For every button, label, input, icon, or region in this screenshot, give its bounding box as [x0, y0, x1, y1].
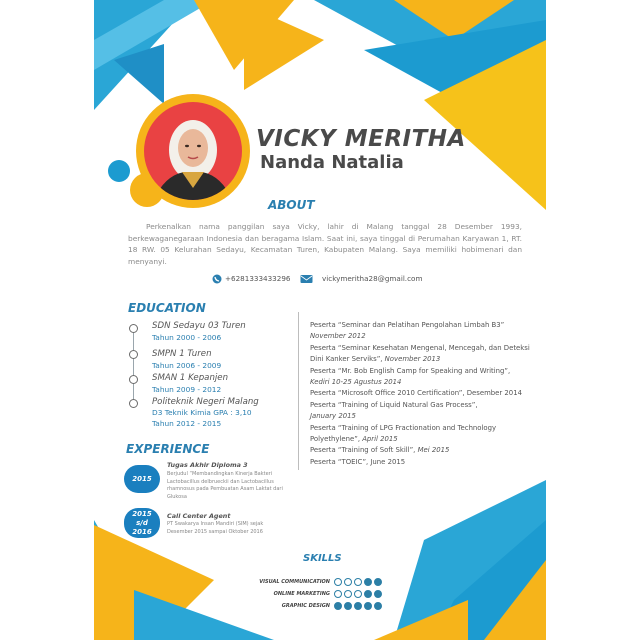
name-second: Nanda Natalia	[260, 152, 404, 173]
education-school: Politeknik Negeri Malang	[152, 397, 259, 407]
skill-dot	[344, 578, 352, 586]
training-item: Peserta “Mr. Bob English Camp for Speaking and Writing”, Kediri 10-25 Agustus 2014	[310, 366, 511, 387]
education-detail: D3 Teknik Kimia GPA : 3,10	[152, 408, 252, 417]
education-years: Tahun 2012 - 2015	[152, 419, 222, 428]
column-divider	[298, 312, 299, 470]
training-item: Peserta “TOEIC”, June 2015	[310, 457, 406, 466]
education-school: SDN Sedayu 03 Turen	[152, 321, 246, 331]
skill-dot	[364, 590, 372, 598]
about-heading: ABOUT	[268, 198, 315, 212]
skill-rating	[334, 602, 382, 610]
timeline-dot	[129, 375, 138, 384]
email-address: vickymeritha28@gmail.com	[322, 274, 423, 283]
training-item: Peserta “Microsoft Office 2010 Certification”, Desember 2014	[310, 389, 522, 398]
training-item: Peserta “Seminar dan Pelatihan Pengolahan Limbah B3” November 2012	[310, 321, 505, 341]
experience-description: PT Swakarya Insan Mandiri (SIM) sejak Desember 2015 sampai Oktober 2016	[167, 521, 264, 535]
education-years: Tahun 2000 - 2006	[152, 333, 222, 342]
skill-label: VISUAL COMMUNICATION	[259, 579, 330, 585]
name-first: VICKY MERITHA	[256, 126, 466, 152]
skill-dot	[354, 590, 362, 598]
skill-dot	[334, 578, 342, 586]
profile-photo	[144, 102, 242, 200]
experience-badge: 2015	[124, 465, 160, 493]
timeline-dot	[129, 399, 138, 408]
experience-description: Berjudul “Membandingkan Kinerja Bakteri Lactobacillus delbrueckii dan Lactobacillus rhamnosus pada Pembuatan Asam Laktat dari Glukosa	[167, 471, 283, 500]
mail-icon	[300, 274, 314, 284]
experience-heading-item: Call Center Agent	[167, 512, 231, 520]
skill-rating	[334, 590, 382, 598]
training-item: Peserta “Seminar Kesehatan Mengenal, Mencegah, dan Deteksi Dini Kanker Serviks”, November 2013	[310, 343, 530, 364]
cv-page	[94, 0, 546, 640]
skill-dot	[354, 602, 362, 610]
skill-dot	[374, 578, 382, 586]
about-text: Perkenalkan nama panggilan saya Vicky, lahir di Malang tanggal 28 Desember 1993, berkewaganegaraan Indonesia dan beragama Islam. Saat ini, saya tinggal di Perumahan Karyawan 1, RT. 18 RW. 05 Kelurahan Sedayu, Kecamatan Turen, Kabupaten Malang. Saya memiliki hobimenari dan menyanyi.	[128, 222, 522, 266]
training-item: Peserta “Training of Soft Skill”, Mei 2015	[310, 446, 450, 455]
phone-number: +6281333433296	[225, 274, 291, 283]
experience-heading: EXPERIENCE	[126, 442, 210, 456]
education-years: Tahun 2009 - 2012	[152, 385, 222, 394]
timeline-dot	[129, 324, 138, 333]
skill-dot	[354, 578, 362, 586]
education-heading: EDUCATION	[128, 301, 206, 315]
training-item: Peserta “Training of LPG Fractionation and Technology Polyethylene”, April 2015	[310, 423, 497, 444]
experience-heading-item: Tugas Akhir Diploma 3	[167, 461, 248, 469]
education-school: SMAN 1 Kepanjen	[152, 373, 229, 383]
skill-dot	[334, 602, 342, 610]
skill-dot	[364, 578, 372, 586]
skill-dot	[374, 590, 382, 598]
skill-dot	[344, 602, 352, 610]
skills-heading: SKILLS	[303, 553, 342, 564]
education-school: SMPN 1 Turen	[152, 349, 212, 359]
skill-label: GRAPHIC DESIGN	[281, 603, 330, 609]
skill-dot	[344, 590, 352, 598]
skill-label: ONLINE MARKETING	[273, 591, 330, 597]
skill-dot	[364, 602, 372, 610]
timeline-dot	[129, 350, 138, 359]
training-item: Peserta “Training of Liquid Natural Gas Process”, January 2015	[310, 400, 478, 421]
skill-dot	[374, 602, 382, 610]
training-list	[310, 320, 542, 468]
phone-icon	[212, 274, 226, 284]
experience-badge: 2015 s/d 2016	[124, 508, 160, 538]
skill-rating	[334, 578, 382, 586]
skill-dot	[334, 590, 342, 598]
decor-dot-blue	[108, 160, 130, 182]
education-years: Tahun 2006 - 2009	[152, 361, 222, 370]
education-timeline	[133, 329, 134, 403]
